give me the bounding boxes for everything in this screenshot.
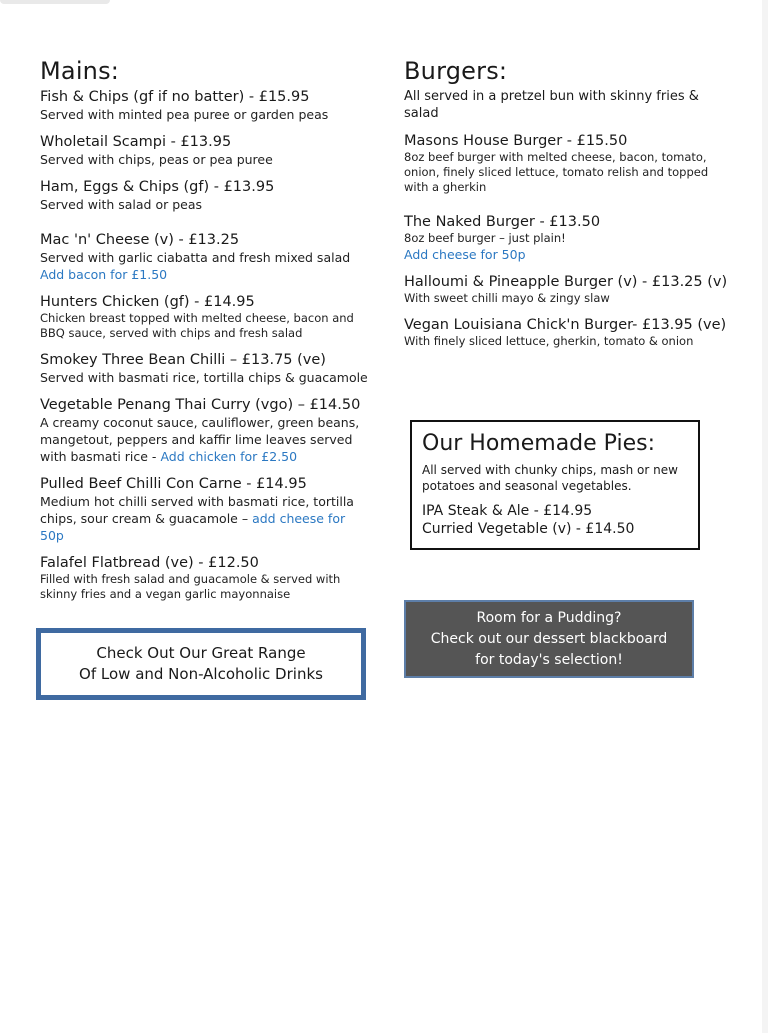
menu-item <box>40 231 370 283</box>
menu-item <box>40 554 370 602</box>
item-desc-text: A creamy coconut sauce, cauliflower, green beans, mangetout, peppers and kaffir lime leaves served with basmati rice - <box>40 415 360 464</box>
item-name: Falafel Flatbread (ve) - £12.50 <box>40 555 259 571</box>
item-name: Smokey Three Bean Chilli – £13.75 (ve) <box>40 352 326 368</box>
item-addon: Add bacon for £1.50 <box>40 267 168 282</box>
menu-item <box>40 133 370 168</box>
item-name: Wholetail Scampi - £13.95 <box>40 134 232 150</box>
item-desc <box>40 414 370 465</box>
item-desc: Filled with fresh salad and guacamole & served with skinny fries and a vegan garlic mayonnaise <box>40 572 341 601</box>
top-edge-tab <box>0 0 110 4</box>
drinks-box <box>36 628 366 700</box>
menu-item <box>404 273 734 306</box>
pies-desc: All served with chunky chips, mash or new potatoes and seasonal vegetables. <box>422 463 678 493</box>
item-desc: Served with basmati rice, tortilla chips & guacamole <box>40 370 368 385</box>
pudding-line: for today's selection! <box>475 652 623 668</box>
burgers-heading: Burgers: <box>404 57 508 85</box>
mains-heading: Mains: <box>40 57 120 85</box>
burgers-subtitle: All served in a pretzel bun with skinny fries & salad <box>404 89 699 121</box>
burgers-section <box>404 56 734 359</box>
item-name: The Naked Burger - £13.50 <box>404 214 601 230</box>
item-desc: Served with chips, peas or pea puree <box>40 152 273 167</box>
item-desc: Served with garlic ciabatta and fresh mixed salad <box>40 250 351 265</box>
item-name: Halloumi & Pineapple Burger (v) - £13.25 (v) <box>404 274 728 290</box>
pies-title: Our Homemade Pies: <box>422 431 655 456</box>
right-edge-strip <box>762 0 768 1033</box>
menu-item <box>40 351 370 386</box>
menu-item <box>40 475 370 544</box>
pudding-box <box>404 600 694 678</box>
item-desc <box>40 493 370 544</box>
item-name: Mac 'n' Cheese (v) - £13.25 <box>40 232 240 248</box>
item-name: Ham, Eggs & Chips (gf) - £13.95 <box>40 179 275 195</box>
item-name: Fish & Chips (gf if no batter) - £15.95 <box>40 89 310 105</box>
item-name: Vegan Louisiana Chick'n Burger- £13.95 (ve) <box>404 317 727 333</box>
drinks-line: Of Low and Non-Alcoholic Drinks <box>79 665 323 683</box>
menu-item <box>40 396 370 465</box>
item-addon: Add chicken for £2.50 <box>160 449 298 464</box>
item-desc: With finely sliced lettuce, gherkin, tomato & onion <box>404 334 694 348</box>
item-desc-text: Medium hot chilli served with basmati rice, tortilla chips, sour cream & guacamole – <box>40 494 354 526</box>
item-desc: With sweet chilli mayo & zingy slaw <box>404 291 610 305</box>
item-desc: Served with minted pea puree or garden peas <box>40 107 329 122</box>
item-desc: Chicken breast topped with melted cheese, bacon and BBQ sauce, served with chips and fresh salad <box>40 311 354 340</box>
menu-item <box>40 88 370 123</box>
item-name: Masons House Burger - £15.50 <box>404 133 628 149</box>
pie-item: Curried Vegetable (v) - £14.50 <box>422 521 635 537</box>
pudding-line: Check out our dessert blackboard <box>430 631 668 647</box>
item-desc: 8oz beef burger – just plain! <box>404 231 566 245</box>
mains-section <box>40 56 370 612</box>
item-name: Hunters Chicken (gf) - £14.95 <box>40 294 255 310</box>
item-desc: 8oz beef burger with melted cheese, bacon, tomato, onion, finely sliced lettuce, tomato relish and topped with a gherkin <box>404 150 709 194</box>
pudding-line: Room for a Pudding? <box>476 610 622 626</box>
item-name: Vegetable Penang Thai Curry (vgo) – £14.50 <box>40 397 361 413</box>
item-addon: add cheese for 50p <box>40 511 346 543</box>
pie-item: IPA Steak & Ale - £14.95 <box>422 503 593 519</box>
menu-item <box>40 293 370 341</box>
menu-item <box>404 132 734 195</box>
item-addon: Add cheese for 50p <box>404 247 526 262</box>
item-desc: Served with salad or peas <box>40 197 203 212</box>
menu-item <box>404 213 734 263</box>
item-name: Pulled Beef Chilli Con Carne - £14.95 <box>40 476 307 492</box>
drinks-line: Check Out Our Great Range <box>96 644 306 662</box>
menu-item <box>40 178 370 213</box>
menu-item <box>404 316 734 349</box>
pies-box <box>410 420 700 550</box>
